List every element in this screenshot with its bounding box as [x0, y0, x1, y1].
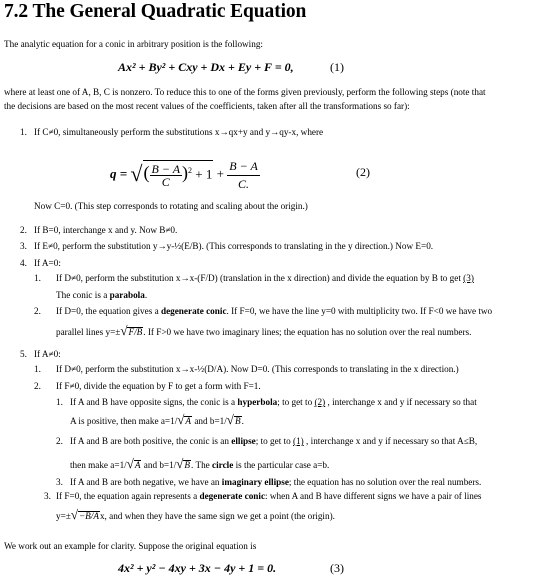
example-intro: We work out an example for clarity. Suppose the original equation is — [4, 541, 257, 551]
eq2-fraction-1: $\frac{B - A}{C}$ — [151, 161, 181, 189]
list-number: 3. — [20, 241, 27, 251]
term-hyperbola: hyperbola — [237, 397, 278, 407]
equation-3-link[interactable]: (3) — [463, 273, 474, 283]
list-number: 1. — [34, 364, 41, 374]
case-ellipse-line-1: If A and B are both positive, the conic is an ellipse; to get to (1) , interchange x and y if necessary so that A≤B, — [70, 436, 478, 446]
step-5-3-line-1: If F=0, the equation again represents a degenerate conic: when A and B have different signs we have a pair of lines — [56, 491, 482, 501]
equation-3: 4x² + y² − 4xy + 3x − 4y + 1 = 0. — [118, 561, 277, 575]
step-4-1-conic: The conic is a parabola. — [56, 290, 148, 300]
list-number: 5. — [20, 349, 27, 359]
sqrt-radicand: ( $\frac{B - A}{C}$ )$^2$ + 1 — [143, 161, 213, 189]
step-2-text: If B=0, interchange x and y. Now B≠0. — [34, 225, 178, 235]
step-5-2-text: If F≠0, divide the equation by F to get a form with F=1. — [56, 381, 261, 391]
list-number: 1. — [56, 397, 63, 407]
step-4-2-line-2: parallel lines y=±√F/B. If F>0 we have two imaginary lines; the equation has no solution over the real numbers. — [56, 323, 472, 338]
list-number: 1. — [34, 273, 41, 283]
step-4-1-text: If D≠0, perform the substitution x→x-(F/D) (translation in the x direction) and divide the equation by B to get (3) — [56, 273, 474, 283]
list-number: 2. — [34, 381, 41, 391]
section-title: 7.2 The General Quadratic Equation — [4, 1, 307, 22]
equation-2-number: (2) — [356, 165, 370, 179]
step-5-text: If A≠0: — [34, 349, 61, 359]
step-5-1-text: If D≠0, perform the substitution x→x-½(D/A). Now D=0. (This corresponds to translating in the x direction.) — [56, 364, 459, 374]
list-number: 4. — [20, 258, 27, 268]
term-imaginary-ellipse: imaginary ellipse — [221, 477, 289, 487]
eq2-fraction-2: $\frac{B - A}{C.}$ — [229, 159, 258, 191]
term-degenerate-conic: degenerate conic — [199, 491, 266, 501]
equation-3-number: (3) — [330, 561, 344, 575]
list-number: 2. — [20, 225, 27, 235]
list-number: 2. — [56, 436, 63, 446]
equation-2: q = √( $\frac{B - A}{C}$ )$^2$ + 1 + $\frac{B - A}{C.}$ — [110, 159, 258, 191]
paragraph-line: the decisions are based on the most recent values of the coefficients, taken after all the transformations so far): — [4, 101, 410, 111]
list-number: 1. — [20, 127, 27, 137]
case-hyperbola-line-2: A is positive, then make a=1/√A and b=1/√B. — [70, 412, 244, 427]
term-degenerate-conic: degenerate conic — [160, 306, 227, 316]
step-4-2-line-1: If D=0, the equation gives a degenerate conic. If F=0, we have the line y=0 with multiplicity two. If F<0 we have two — [56, 306, 493, 316]
case-hyperbola-line-1: If A and B have opposite signs, the conic is a hyperbola; to get to (2) , interchange x and y if necessary so that — [70, 397, 477, 407]
sqrt-sign: √ — [130, 161, 143, 186]
step-1-after: Now C=0. (This step corresponds to rotating and scaling about the origin.) — [34, 201, 308, 211]
step-1-text: If C≠0, simultaneously perform the substitutions x→qx+y and y→qy-x, where — [34, 127, 324, 137]
case-ellipse-line-2: then make a=1/√A and b=1/√B. The circle is the particular case a=b. — [70, 456, 330, 471]
case-imaginary-ellipse: If A and B are both negative, we have an imaginary ellipse; the equation has no solution over the real numbers. — [70, 477, 482, 487]
paragraph-line: where at least one of A, B, C is nonzero. To reduce this to one of the forms given previously, perform the following steps (note that — [4, 87, 486, 97]
term-circle: circle — [212, 460, 234, 470]
list-number: 3. — [56, 477, 63, 487]
equation-1-link[interactable]: (1) — [293, 436, 304, 446]
step-5-3-line-2: y=±√−B/Ax, and when they have the same sign we get a point (the origin). — [56, 507, 335, 522]
eq2-lhs: q = — [110, 166, 128, 181]
list-number: 3. — [44, 491, 51, 501]
intro-text: The analytic equation for a conic in arbitrary position is the following: — [4, 39, 263, 49]
equation-1: Ax² + By² + Cxy + Dx + Ey + F = 0, — [118, 60, 294, 74]
equation-2-link[interactable]: (2) — [314, 397, 326, 407]
term-parabola: parabola — [109, 290, 145, 300]
list-number: 2. — [34, 306, 41, 316]
term-ellipse: ellipse — [231, 436, 256, 446]
step-4-text: If A=0: — [34, 258, 61, 268]
step-3-text: If E≠0, perform the substitution y→y-½(E/B). (This corresponds to translating in the y direction.) Now E=0. — [34, 241, 434, 251]
equation-1-number: (1) — [330, 60, 344, 74]
